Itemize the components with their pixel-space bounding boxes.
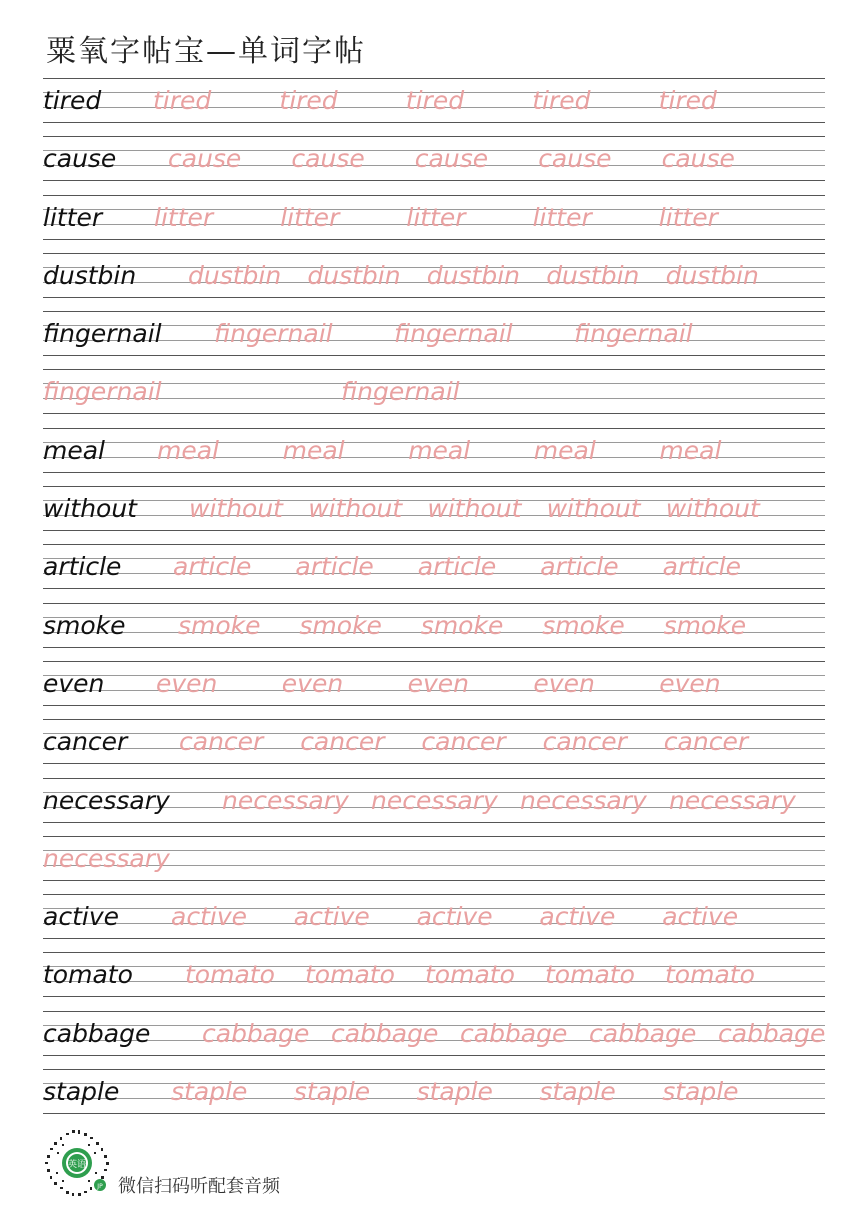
trace-word: cancer [421, 727, 506, 757]
vocab-word: tomato [43, 960, 133, 990]
trace-word: without [189, 494, 283, 524]
trace-word: litter [280, 202, 340, 232]
vocab-word: cancer [43, 727, 128, 757]
ruled-line [43, 136, 825, 137]
trace-word: staple [539, 1077, 616, 1107]
qr-code-icon[interactable] [42, 1128, 112, 1198]
trace-word: cancer [663, 727, 749, 757]
trace-word: dustbin [665, 260, 759, 290]
ruled-line [43, 544, 825, 545]
trace-word: cabbage [589, 1018, 697, 1048]
page-title: 粟氧字帖宝—单词字帖 [46, 34, 366, 69]
trace-word: smoke [178, 610, 261, 640]
ruled-line [43, 938, 825, 939]
ruled-line [43, 778, 825, 779]
ruled-line [43, 1069, 825, 1070]
trace-word: fingernail [43, 377, 162, 407]
trace-word: cancer [179, 727, 264, 757]
ruled-line [43, 894, 825, 895]
qr-badge-text: 英语 [67, 1160, 87, 1170]
trace-word: staple [293, 1077, 371, 1107]
practice-row [43, 428, 825, 486]
row-words [43, 722, 825, 762]
trace-word: smoke [663, 610, 747, 640]
vocab-word: dustbin [43, 260, 137, 290]
trace-word: staple [171, 1077, 248, 1107]
trace-word: active [416, 902, 493, 932]
practice-row [43, 894, 825, 952]
ruled-line [43, 822, 825, 823]
ruled-line [43, 603, 825, 604]
trace-word: tomato [425, 960, 515, 990]
practice-row [43, 719, 825, 777]
ruled-line [43, 880, 825, 881]
practice-row [43, 836, 825, 894]
ruled-line [43, 836, 825, 837]
trace-word: tomato [665, 960, 755, 990]
ruled-line [43, 588, 825, 589]
trace-word: litter [658, 202, 718, 232]
trace-word: without [665, 494, 760, 524]
row-words [43, 955, 825, 995]
practice-row [43, 195, 825, 253]
ruled-line [43, 369, 825, 370]
trace-word: cause [538, 144, 612, 174]
trace-word: active [171, 902, 247, 932]
trace-word: meal [533, 435, 596, 465]
ruled-line [43, 180, 825, 181]
ruled-line [43, 297, 825, 298]
trace-word: cabbage [718, 1018, 826, 1048]
trace-word: litter [406, 202, 466, 232]
ruled-line [43, 996, 825, 997]
trace-word: dustbin [307, 260, 401, 290]
ruled-line [43, 78, 825, 79]
trace-word: cabbage [331, 1018, 439, 1048]
trace-word: dustbin [426, 260, 520, 290]
trace-word: tired [658, 86, 717, 115]
trace-word: fingernail [574, 319, 693, 349]
ruled-line [43, 1055, 825, 1056]
row-words [43, 489, 825, 529]
trace-word: necessary [669, 785, 796, 815]
trace-word: tomato [185, 960, 275, 990]
vocab-word: cause [43, 144, 117, 174]
practice-row [43, 253, 825, 311]
trace-word: active [539, 902, 616, 932]
trace-word: article [173, 552, 252, 582]
trace-word: even [659, 668, 721, 698]
ruled-line [43, 355, 825, 356]
ruled-line [43, 253, 825, 254]
trace-word: article [417, 552, 497, 582]
trace-word: article [662, 552, 742, 582]
footer [42, 1128, 342, 1198]
ruled-line [43, 952, 825, 953]
vocab-word: necessary [43, 785, 170, 815]
trace-word: article [295, 552, 374, 582]
practice-row [43, 603, 825, 661]
ruled-line [43, 413, 825, 414]
trace-word: cabbage [202, 1018, 310, 1048]
trace-word: litter [154, 202, 214, 232]
trace-word: tomato [545, 960, 635, 990]
vocab-word: meal [43, 435, 105, 465]
trace-word: even [281, 668, 344, 698]
trace-word: article [540, 552, 619, 582]
trace-word: smoke [299, 610, 382, 640]
trace-word: necessary [43, 843, 170, 873]
trace-word: active [293, 902, 370, 932]
qr-small-badge: JP [97, 1183, 103, 1190]
trace-word: without [308, 494, 403, 524]
trace-word: meal [282, 435, 345, 465]
ruled-line [43, 1011, 825, 1012]
trace-word: meal [408, 435, 471, 465]
row-words [43, 1072, 825, 1112]
trace-word: cause [414, 144, 489, 174]
trace-word: meal [659, 435, 722, 465]
trace-word: necessary [222, 785, 349, 815]
vocab-word: active [43, 902, 119, 932]
trace-word: dustbin [188, 260, 282, 290]
trace-word: dustbin [546, 260, 640, 290]
ruled-line [43, 472, 825, 473]
ruled-line [43, 661, 825, 662]
trace-word: cause [291, 144, 365, 174]
trace-word: fingernail [341, 377, 460, 407]
ruled-line [43, 122, 825, 123]
row-words [43, 1014, 825, 1054]
practice-row [43, 952, 825, 1010]
trace-word: staple [416, 1077, 493, 1107]
vocab-word: without [43, 494, 137, 524]
row-words [43, 606, 825, 646]
row-words [43, 547, 825, 587]
vocab-word: fingernail [43, 319, 162, 349]
ruled-line [43, 486, 825, 487]
practice-row [43, 136, 825, 194]
ruled-line [43, 239, 825, 240]
trace-word: active [662, 902, 739, 932]
trace-word: cabbage [460, 1018, 568, 1048]
trace-word: fingernail [214, 319, 333, 349]
vocab-word: smoke [43, 610, 126, 640]
row-words [43, 139, 825, 179]
trace-word: tired [532, 86, 591, 115]
vocab-word: cabbage [43, 1018, 151, 1048]
vocab-word: even [43, 668, 105, 698]
ruled-line [43, 763, 825, 764]
trace-word: tomato [305, 960, 395, 990]
row-words [43, 664, 825, 704]
trace-word: fingernail [394, 319, 513, 349]
ruled-line [43, 311, 825, 312]
row-words [43, 897, 825, 937]
trace-word: cancer [542, 727, 627, 757]
trace-word: without [427, 494, 522, 524]
trace-word: even [407, 668, 469, 698]
trace-word: staple [662, 1077, 739, 1107]
trace-word: even [533, 668, 595, 698]
vocab-word: tired [43, 86, 102, 115]
row-words [43, 81, 825, 121]
row-words [43, 839, 825, 879]
row-words [43, 314, 825, 354]
practice-row [43, 311, 825, 369]
practice-row [43, 1011, 825, 1069]
row-words [43, 781, 825, 821]
trace-word: tired [279, 86, 338, 115]
row-words [43, 256, 825, 296]
ruled-line [43, 719, 825, 720]
row-words [43, 372, 825, 412]
row-words [43, 431, 825, 471]
practice-sheet [43, 78, 825, 1127]
trace-word: tired [153, 86, 212, 115]
practice-row [43, 1069, 825, 1127]
practice-row [43, 544, 825, 602]
trace-word: smoke [542, 610, 625, 640]
trace-word: necessary [371, 785, 498, 815]
practice-row [43, 369, 825, 427]
ruled-line [43, 530, 825, 531]
practice-row [43, 486, 825, 544]
trace-word: cause [661, 144, 735, 174]
vocab-word: litter [43, 202, 103, 232]
trace-word: even [156, 668, 218, 698]
row-words [43, 198, 825, 238]
ruled-line [43, 428, 825, 429]
practice-row [43, 78, 825, 136]
footer-caption: 微信扫码听配套音频 [118, 1176, 280, 1197]
ruled-line [43, 705, 825, 706]
ruled-line [43, 647, 825, 648]
trace-word: necessary [520, 785, 647, 815]
trace-word: cancer [300, 727, 385, 757]
practice-row [43, 778, 825, 836]
trace-word: litter [532, 202, 592, 232]
trace-word: tired [405, 86, 465, 115]
trace-word: cause [168, 144, 242, 174]
vocab-word: article [43, 552, 122, 582]
practice-row [43, 661, 825, 719]
trace-word: smoke [420, 610, 504, 640]
vocab-word: staple [43, 1077, 120, 1107]
ruled-line [43, 1113, 825, 1114]
trace-word: meal [157, 435, 219, 465]
trace-word: without [546, 494, 641, 524]
ruled-line [43, 195, 825, 196]
